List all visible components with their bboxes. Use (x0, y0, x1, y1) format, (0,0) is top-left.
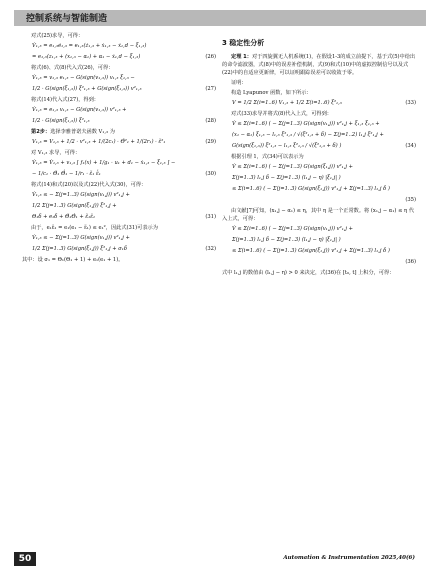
equation-text: V̇₁,₃ = v₁,₃ e₁,₃ − G(sign(v₁,₃)) v₁,₃ ξ̇₁,₃ − (32, 75, 135, 82)
equation-text: V̇₁,₃ ≤ − Σ(j=1..3) G(sign(v₁,j)) v²₁,j + (32, 235, 130, 242)
paragraph: 证明： (231, 80, 247, 87)
equation (222, 196, 418, 206)
equation-text: 1/2 Σ(j=1..3) G(sign(ξ₁,j)) ξ²₁,j + σ₁δ (32, 246, 127, 253)
equation-number: (35) (405, 197, 416, 204)
equation-text: = e₁,₃(z₁,₃ + (x₁,₃ − α₁) + α₁ − ẋ₁,d − ξ̇₁,₃) (32, 54, 141, 61)
equation (222, 163, 418, 173)
equation (222, 258, 418, 268)
paragraph: 式中 l₁,j 的数值由 (l₁,j − η) > 0 来决定，式(36)在 [t₀, t] 上积分，可得： (222, 270, 395, 277)
equation-text: V̇₁,₃ = e₁,₃ v₁,₃ − G(sign(v₁,₃)) v²₁,₃ + (32, 107, 127, 114)
equation-text: ≤ Σ(i=1..6) ( − Σ(j=1..3) G(sign(ξ₁,j)) v²₁,j + Σ(j=1..3) l₁,j δ ) (232, 186, 390, 193)
equation (222, 99, 418, 109)
paragraph (222, 53, 418, 77)
equation-number: (34) (405, 143, 416, 150)
equation (22, 159, 218, 169)
left-column (22, 32, 218, 267)
paragraph: 构造 Lyapunov 函数，如下所示： (231, 90, 312, 97)
equation (222, 225, 418, 235)
equation-text: V̇₁,₃ ≤ − Σ(j=1..3) G(sign(v₁,j)) v²₁,j + (32, 192, 130, 199)
equation-text: Σ(j=1..3) l₁,j δ − Σ(j=1..3) (l₁,j − η) |ξ₁,j| ) (232, 175, 341, 182)
equation-number: (32) (205, 246, 216, 253)
paragraph-text: 选择李雅普诺夫函数 V₁,₃ 为 (50, 129, 115, 136)
equation-text: − 1/c₁ · Θ̃₁ Θ̂̇₁ − 1/r₁ · ε̃₁ ε̂̇₁ (32, 171, 101, 178)
equation (22, 74, 218, 84)
equation (22, 202, 218, 212)
equation (22, 85, 218, 95)
equation (22, 42, 218, 52)
equation (22, 138, 218, 148)
equation (222, 142, 418, 152)
equation-number: (33) (405, 100, 416, 107)
equation (22, 106, 218, 116)
equation (222, 131, 418, 141)
paragraph: 根据引理 1，式(34)可以表示为 (231, 154, 304, 161)
paragraph-text: 对于四旋翼无人机系统(1)，在假设1-3的成立前提下，基于式(5)中给出的命令滤波器，式(8)中的误差补偿机制，式(9)和式(10)中的虚拟控制信号以及式(22)中的自适应更新律，可以证明跟踪误差可以收敛于零。 (222, 53, 416, 76)
equation-number: (28) (205, 118, 216, 125)
equation-number: (30) (205, 171, 216, 178)
equation-text: V = 1/2 Σ(i=1..6) V₁,₃ + 1/2 Σ(i=1..6) ξ²₁,₃ (232, 100, 342, 107)
equation-number: (31) (205, 214, 216, 221)
equation-text: V̇₁,₃ = e₁,₃ė₁,₃ = e₁,₃(ż₁,₃ + ẋ₁,₃ − ẋ₁,d − ξ̇₁,₃) (32, 43, 147, 50)
equation-number: (36) (405, 259, 416, 266)
equation-text: G(sign(ξ₁,₃)) ξ²₁,₃ − l₁,₃ ξ²₁,₃ / √(ξ²₁,₃ + δ) ) (232, 143, 342, 150)
right-column (222, 32, 418, 279)
equation (22, 170, 218, 180)
equation-number: (26) (205, 54, 216, 61)
equation (22, 117, 218, 127)
paragraph: 将式(14)代入式(27)，得到： (31, 97, 99, 104)
step-label: 第2步： (31, 129, 51, 136)
equation (22, 245, 218, 255)
equation-text: V̇ ≤ Σ(i=1..6) ( − Σ(j=1..3) G(sign(ξ₁,j)) v²₁,j + (232, 164, 353, 171)
equation-text: ≤ Σ(i=1..6) ( − Σ(j=1..3) G(sign(ξ₁,j)) v²₁,j + Σ(j=1..3) l₁,j δ ) (232, 248, 390, 255)
journal-section-title: 控制系统与智能制造 (26, 14, 108, 24)
paragraph: 由文献[7]可知，(x₁,j − α₁) ≤ η，其中 η 是一个正常数。将 (x₁,j − α₁) ≤ η 代入上式，可得： (222, 208, 415, 223)
equation (222, 236, 418, 246)
equation-text: Σ(j=1..3) l₁,j δ − Σ(j=1..3) (l₁,j − η) |ξ₁,j| ) (232, 237, 341, 244)
paragraph: 对 V₁,₃ 求导，可得： (31, 150, 81, 157)
equation-text: Θ₁δ + e₁δ + Θ̃₁Θ̂₁ + ε̃₁ε̂₁ (32, 214, 96, 221)
paragraph: 对式(25)求导，可得： (31, 33, 84, 39)
journal-footer: Automation & Instrumentation 2025,40(6) (283, 555, 415, 561)
paragraph: 其中：设 σ₁ = Θ₁(Θ₁ + 1) + e₁(e₁ + 1)。 (22, 257, 124, 264)
equation (22, 53, 218, 63)
paragraph: 将式(6)、式(8)代入式(26)，可得： (31, 65, 114, 72)
equation-text: (x₁ − α₁) ξ₁,₃ − l₁,₃ ξ²₁,₃ / √(ξ²₁,₃ + δ) − Σ(j=1..2) l₁,j ξ²₁,j + (232, 132, 384, 139)
paragraph: 由于，e₁ε̂₁ = e₁(e₁ − ε̃₁) ≤ e₁²，因此式(31)可表示为 (31, 225, 158, 232)
equation-text: 1/2 · G(sign(ξ₁,₃)) ξ²₁,₃ (32, 118, 90, 125)
equation-text: V̇ ≤ Σ(i=1..6) ( − Σ(j=1..3) G(sign(v₁,j)) v²₁,j + ξ₁,₃ ξ̇₁,₃ + (232, 121, 380, 128)
theorem-label: 定理 1： (231, 53, 252, 60)
paragraph (22, 128, 218, 136)
equation-text: 1/2 · G(sign(ξ₁,₃)) ξ²₁,₃ + G(sign(ξ₁,₃)) v²₁,₃ (32, 86, 142, 93)
paragraph: 对式(33)求导并将式(8)代入上式，可得到： (231, 111, 332, 118)
page-header (14, 10, 426, 26)
equation-text: 1/2 Σ(j=1..3) G(sign(ξ₁,j)) ξ²₁,j + (32, 203, 117, 210)
equation (222, 174, 418, 184)
equation-text: V₁,₃ = V₁,₃ + 1/2 · v²₁,₃ + 1/(2c₁) · Θ̃²₁ + 1/(2r₁) · ε̃²₁ (32, 139, 166, 146)
paragraph: 将式(14)和式(20)以及式(22)代入式(30)，可得： (31, 182, 147, 189)
equation (22, 213, 218, 223)
equation (222, 120, 418, 130)
page-number: 50 (14, 552, 36, 566)
section-heading: 3 稳定性分析 (222, 39, 265, 47)
equation (222, 185, 418, 195)
equation-text: V̇ ≤ Σ(i=1..6) ( − Σ(j=1..3) G(sign(v₁,j)) v²₁,j + (232, 226, 354, 233)
equation (22, 191, 218, 201)
equation-text: V̇₁,₃ = V̇₁,₃ + v₁,₃ [ f₁(x) + 1/g₁ · u₁ + d₁ − ẋ₁,₃ − ξ̇₁,₃ ] − (32, 160, 176, 167)
equation-number: (27) (205, 86, 216, 93)
equation-number: (29) (205, 139, 216, 146)
equation (22, 234, 218, 244)
equation (222, 247, 418, 257)
